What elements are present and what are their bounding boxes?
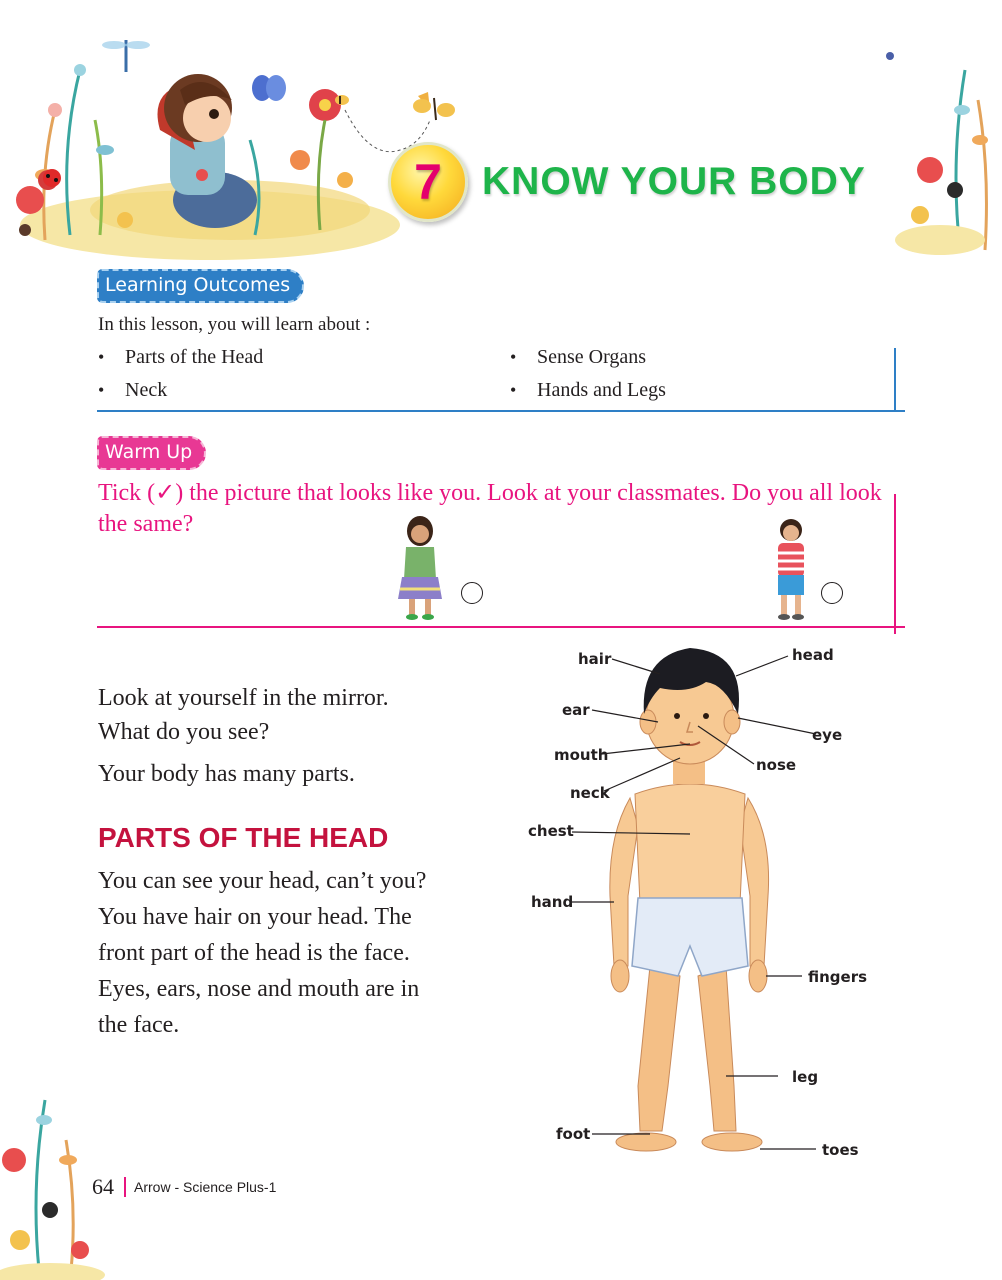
- list-item: [510, 346, 858, 369]
- list-item-label: Sense Organs: [537, 346, 647, 368]
- right-plant-cluster: [895, 70, 988, 255]
- intro-line: Your body has many parts.: [98, 761, 355, 787]
- footer-divider: [124, 1177, 126, 1197]
- paragraph-line: the face.: [98, 1012, 180, 1038]
- small-beetle-icon: [886, 52, 894, 60]
- warm-up-tag: Warm Up: [97, 436, 206, 470]
- paragraph-line: Eyes, ears, nose and mouth are in: [98, 976, 420, 1002]
- bullet-icon: •: [98, 347, 105, 367]
- learning-outcomes-intro: In this lesson, you will learn about :: [98, 314, 371, 335]
- label-hair: hair: [578, 650, 612, 668]
- chapter-number: 7: [414, 154, 442, 210]
- book-title: Arrow - Science Plus-1: [134, 1179, 277, 1195]
- section-divider: [97, 626, 905, 628]
- bullet-icon: •: [510, 380, 517, 400]
- intro-line: Look at yourself in the mirror.: [98, 685, 389, 711]
- section-divider-vertical: [894, 494, 896, 634]
- label-toes: toes: [822, 1141, 859, 1159]
- list-item-label: Parts of the Head: [125, 346, 264, 368]
- girl-picture: [390, 515, 450, 623]
- label-nose: nose: [756, 756, 797, 774]
- list-item-label: Hands and Legs: [537, 379, 666, 401]
- label-eye: eye: [812, 726, 843, 744]
- tick-box-girl[interactable]: [461, 582, 483, 604]
- bullet-icon: •: [98, 380, 105, 400]
- tick-box-boy[interactable]: [821, 582, 843, 604]
- label-foot: foot: [556, 1125, 591, 1143]
- chapter-header-illustration: [0, 0, 1002, 270]
- label-mouth: mouth: [554, 746, 609, 764]
- learning-outcomes-tag: Learning Outcomes: [97, 269, 304, 303]
- page-number: 64: [92, 1174, 114, 1199]
- label-head: head: [792, 646, 834, 664]
- page-footer: [92, 1174, 276, 1200]
- bullet-icon: •: [510, 347, 517, 367]
- chapter-number-badge: [388, 142, 468, 222]
- blue-butterfly-icon: [252, 75, 286, 101]
- paragraph-line: You can see your head, can’t you?: [98, 868, 427, 894]
- label-fingers: fingers: [808, 968, 868, 986]
- section-heading: PARTS OF THE HEAD: [98, 822, 389, 853]
- section-divider: [97, 410, 905, 412]
- label-chest: chest: [528, 822, 574, 840]
- boy-picture: [766, 515, 816, 623]
- label-ear: ear: [562, 701, 590, 719]
- label-leg: leg: [792, 1068, 819, 1086]
- paragraph-line: front part of the head is the face.: [98, 940, 410, 966]
- list-item: [98, 346, 510, 369]
- list-item: [98, 379, 510, 402]
- orange-butterfly-icon: [413, 92, 455, 120]
- label-neck: neck: [570, 784, 610, 802]
- list-item: [510, 379, 858, 402]
- intro-line: What do you see?: [98, 719, 270, 745]
- warm-up-instruction: Tick (✓) the picture that looks like you. Look at your classmates. Do you all look the same?: [98, 480, 882, 537]
- ladybug-icon: [43, 169, 61, 187]
- paragraph-line: You have hair on your head. The: [98, 904, 412, 930]
- learning-outcomes-list: [98, 346, 858, 402]
- chapter-title: KNOW YOUR BODY: [482, 160, 866, 203]
- dragonfly-icon: [102, 40, 150, 72]
- section-divider-vertical: [894, 348, 896, 412]
- label-hand: hand: [531, 893, 574, 911]
- bee-icon: [335, 95, 349, 105]
- body-parts-diagram: [510, 636, 890, 1166]
- list-item-label: Neck: [125, 379, 168, 401]
